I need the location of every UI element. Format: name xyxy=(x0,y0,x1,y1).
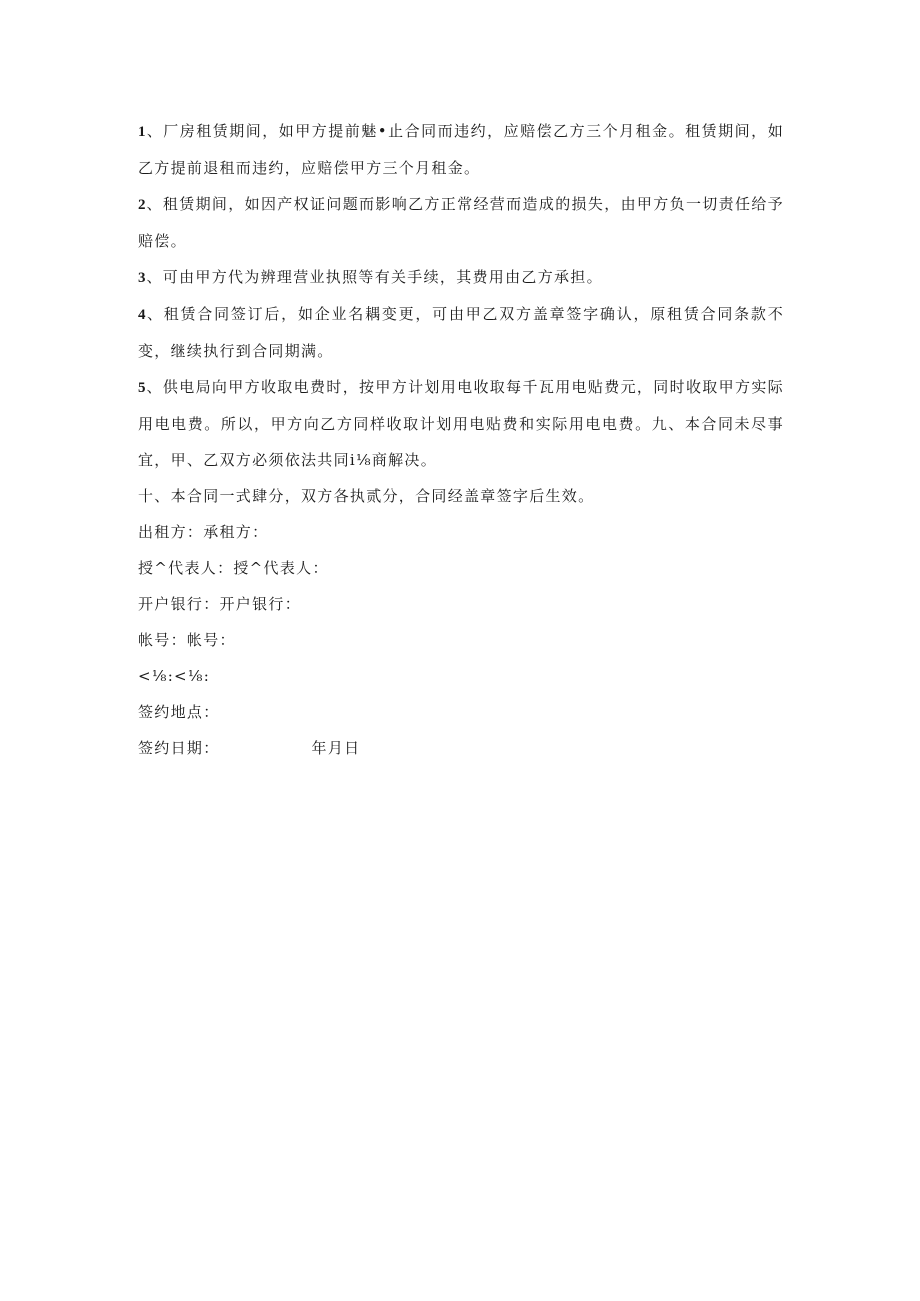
parties-line: 出租方：承租方： xyxy=(138,523,269,541)
contract-page xyxy=(138,113,784,766)
clause-3 xyxy=(138,259,784,296)
representatives-line: 授^代表人：授^代表人： xyxy=(138,559,329,577)
date-label: 签约日期： xyxy=(138,739,220,757)
clause-number: 1 xyxy=(138,124,146,140)
garbled-line: <⅛:<⅛: xyxy=(138,667,211,685)
clause-number: 5 xyxy=(138,380,146,396)
clause-4 xyxy=(138,296,784,369)
clause-text: 、租赁合同签订后，如企业名耦变更，可由甲乙双方盖章签字确认，原租赁合同条款不变，继续执行到合同期满。 xyxy=(138,305,784,360)
clause-number: 4 xyxy=(138,307,146,323)
date-suffix: 年月日 xyxy=(311,739,361,757)
clause-text: 、租赁期间，如因产权证问题而影响乙方正常经营而造成的损失，由甲方负一切责任给予赔偿。 xyxy=(138,195,784,250)
clause-text: 、厂房租赁期间，如甲方提前魅•止合同而违约，应赔偿乙方三个月租金。租赁期间，如乙方提前退租而违约，应赔偿甲方三个月租金。 xyxy=(138,122,784,177)
clause-2 xyxy=(138,186,784,259)
signing-place: 签约地点： xyxy=(138,703,220,721)
clause-number: 2 xyxy=(138,197,146,213)
clause-text: 、供电局向甲方收取电费时，按甲方计划用电收取每千瓦用电贴费元，同时收取甲方实际用电电费。所以，甲方向乙方同样收取计划用电贴费和实际用电电费。九、本合同未尽事宜，甲、乙双方必须依法共同i⅛商解决。 xyxy=(138,378,784,469)
clause-10: 十、本合同一式肆分，双方各执贰分，合同经盖章签字后生效。 xyxy=(138,487,595,505)
clause-text: 、可由甲方代为辨理营业执照等有关手续，其费用由乙方承担。 xyxy=(146,268,603,286)
signing-date xyxy=(138,730,784,766)
banks-line: 开户银行：开户银行： xyxy=(138,595,302,613)
clause-number: 3 xyxy=(138,270,146,286)
clause-5 xyxy=(138,369,784,478)
accounts-line: 帐号：帐号： xyxy=(138,631,236,649)
clause-1 xyxy=(138,113,784,186)
